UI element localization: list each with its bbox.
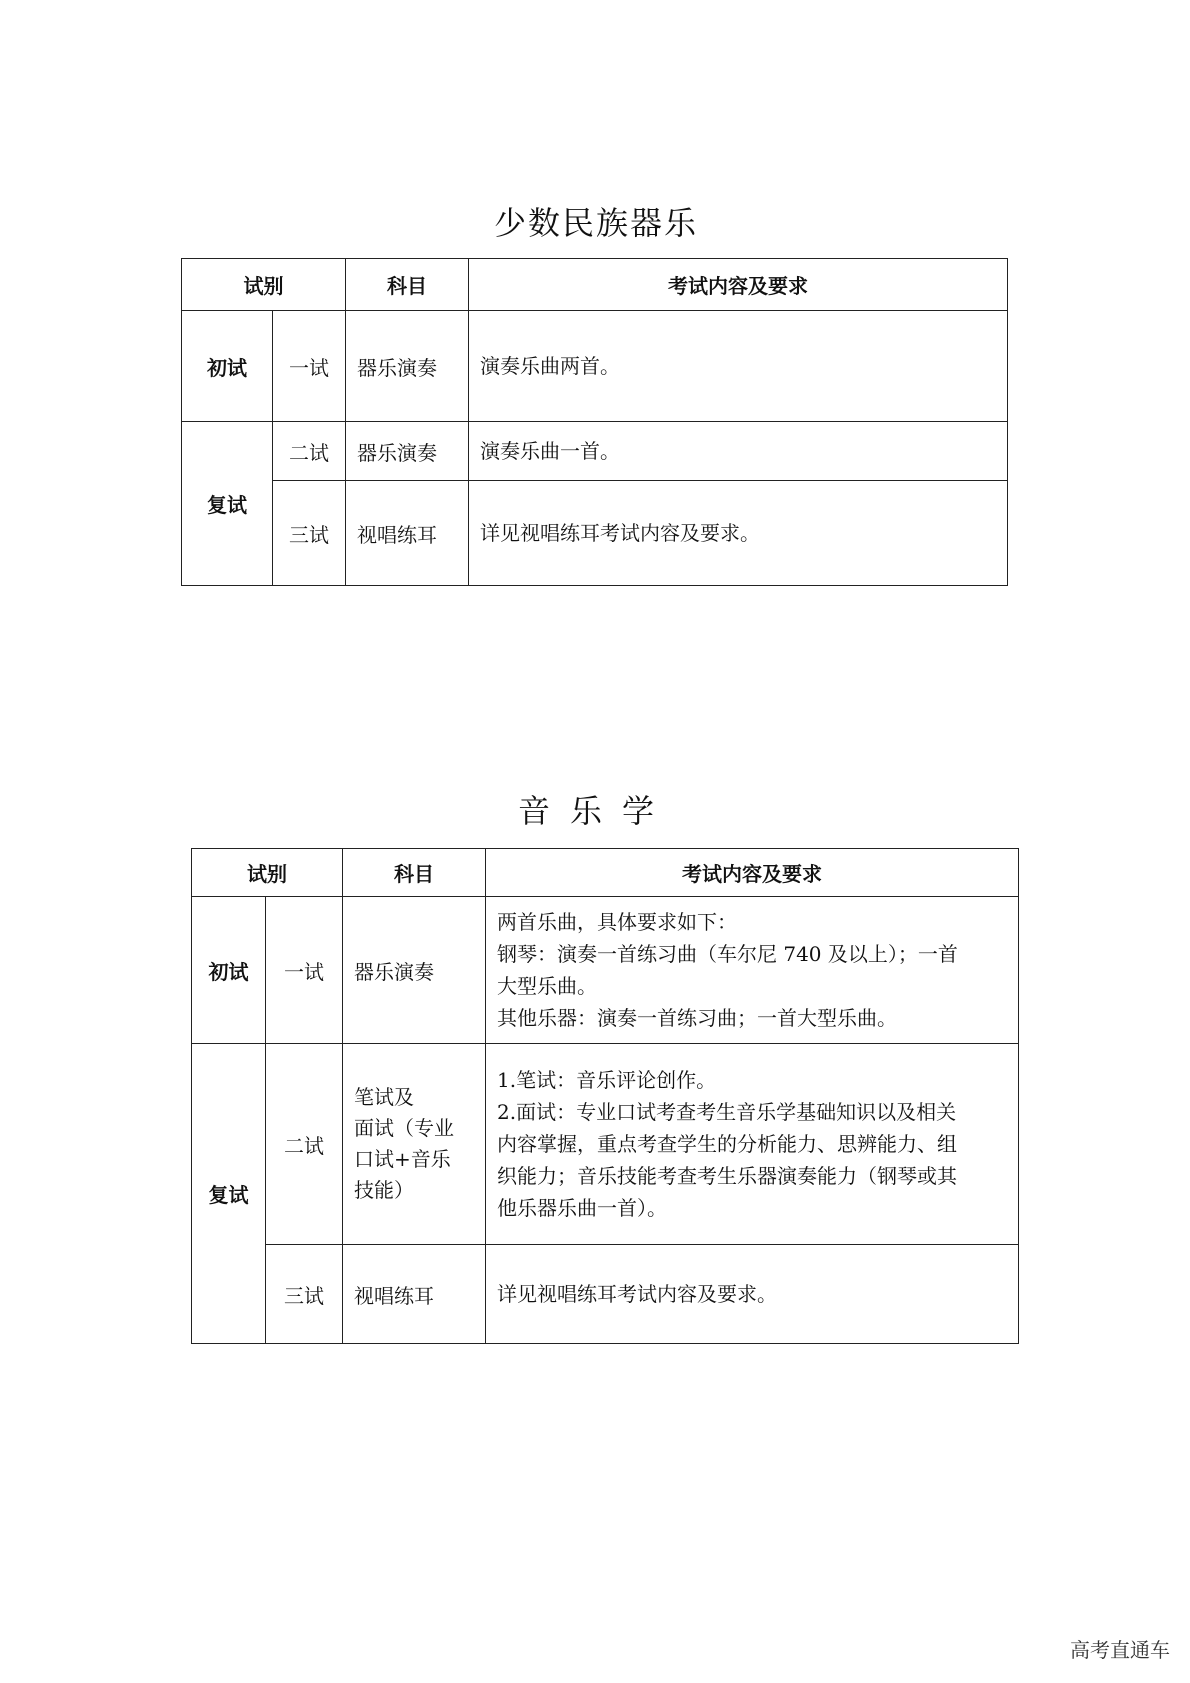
table-row <box>192 1245 1019 1344</box>
header-category: 试别 <box>192 849 343 897</box>
subject-line: 技能） <box>354 1178 414 1202</box>
subject-line: 口试+音乐 <box>354 1147 451 1171</box>
exam-table-ethnic-instruments <box>181 258 1008 586</box>
category-cell: 初试 <box>192 897 266 1044</box>
subject-line: 笔试及 <box>354 1085 414 1109</box>
table-row <box>192 897 1019 1044</box>
content-line: 他乐器乐曲一首）。 <box>497 1196 667 1220</box>
table-row <box>182 311 1008 422</box>
header-subject: 科目 <box>346 259 469 311</box>
round-cell: 二试 <box>266 1044 343 1245</box>
content-line: 两首乐曲，具体要求如下： <box>497 910 737 934</box>
round-cell: 二试 <box>273 422 346 481</box>
content-line: 其他乐器：演奏一首练习曲；一首大型乐曲。 <box>497 1006 897 1030</box>
round-cell: 三试 <box>273 481 346 586</box>
subject-line: 面试（专业 <box>354 1116 454 1140</box>
content-cell: 演奏乐曲两首。 <box>469 311 1008 422</box>
content-cell <box>486 1044 1019 1245</box>
content-line: 2.面试：专业口试考查考生音乐学基础知识以及相关 <box>497 1100 957 1124</box>
round-cell: 三试 <box>266 1245 343 1344</box>
round-cell: 一试 <box>273 311 346 422</box>
category-cell: 复试 <box>192 1044 266 1344</box>
category-cell: 复试 <box>182 422 273 586</box>
table-row <box>182 422 1008 481</box>
subject-cell: 视唱练耳 <box>343 1245 486 1344</box>
round-cell: 一试 <box>266 897 343 1044</box>
header-category: 试别 <box>182 259 346 311</box>
content-cell: 演奏乐曲一首。 <box>469 422 1008 481</box>
content-line: 织能力；音乐技能考查考生乐器演奏能力（钢琴或其 <box>497 1164 957 1188</box>
watermark: 高考直通车 <box>1070 1638 1170 1662</box>
table-header-row <box>182 259 1008 311</box>
section-title-musicology: 音乐学 <box>517 792 674 830</box>
header-content: 考试内容及要求 <box>469 259 1008 311</box>
subject-cell: 器乐演奏 <box>346 422 469 481</box>
header-subject: 科目 <box>343 849 486 897</box>
content-line: 1.笔试：音乐评论创作。 <box>497 1068 717 1092</box>
subject-cell: 器乐演奏 <box>346 311 469 422</box>
content-cell <box>486 897 1019 1044</box>
exam-table-musicology <box>191 848 1019 1344</box>
content-line: 大型乐曲。 <box>497 974 597 998</box>
table-header-row <box>192 849 1019 897</box>
content-cell: 详见视唱练耳考试内容及要求。 <box>469 481 1008 586</box>
category-cell: 初试 <box>182 311 273 422</box>
content-line: 钢琴：演奏一首练习曲（车尔尼 740 及以上）；一首 <box>497 942 958 966</box>
table-row <box>182 481 1008 586</box>
content-line: 内容掌握，重点考查学生的分析能力、思辨能力、组 <box>497 1132 957 1156</box>
subject-cell: 器乐演奏 <box>343 897 486 1044</box>
subject-cell: 视唱练耳 <box>346 481 469 586</box>
section-title-ethnic-instruments: 少数民族器乐 <box>493 204 698 242</box>
header-content: 考试内容及要求 <box>486 849 1019 897</box>
subject-cell <box>343 1044 486 1245</box>
table-row <box>192 1044 1019 1245</box>
content-cell: 详见视唱练耳考试内容及要求。 <box>486 1245 1019 1344</box>
